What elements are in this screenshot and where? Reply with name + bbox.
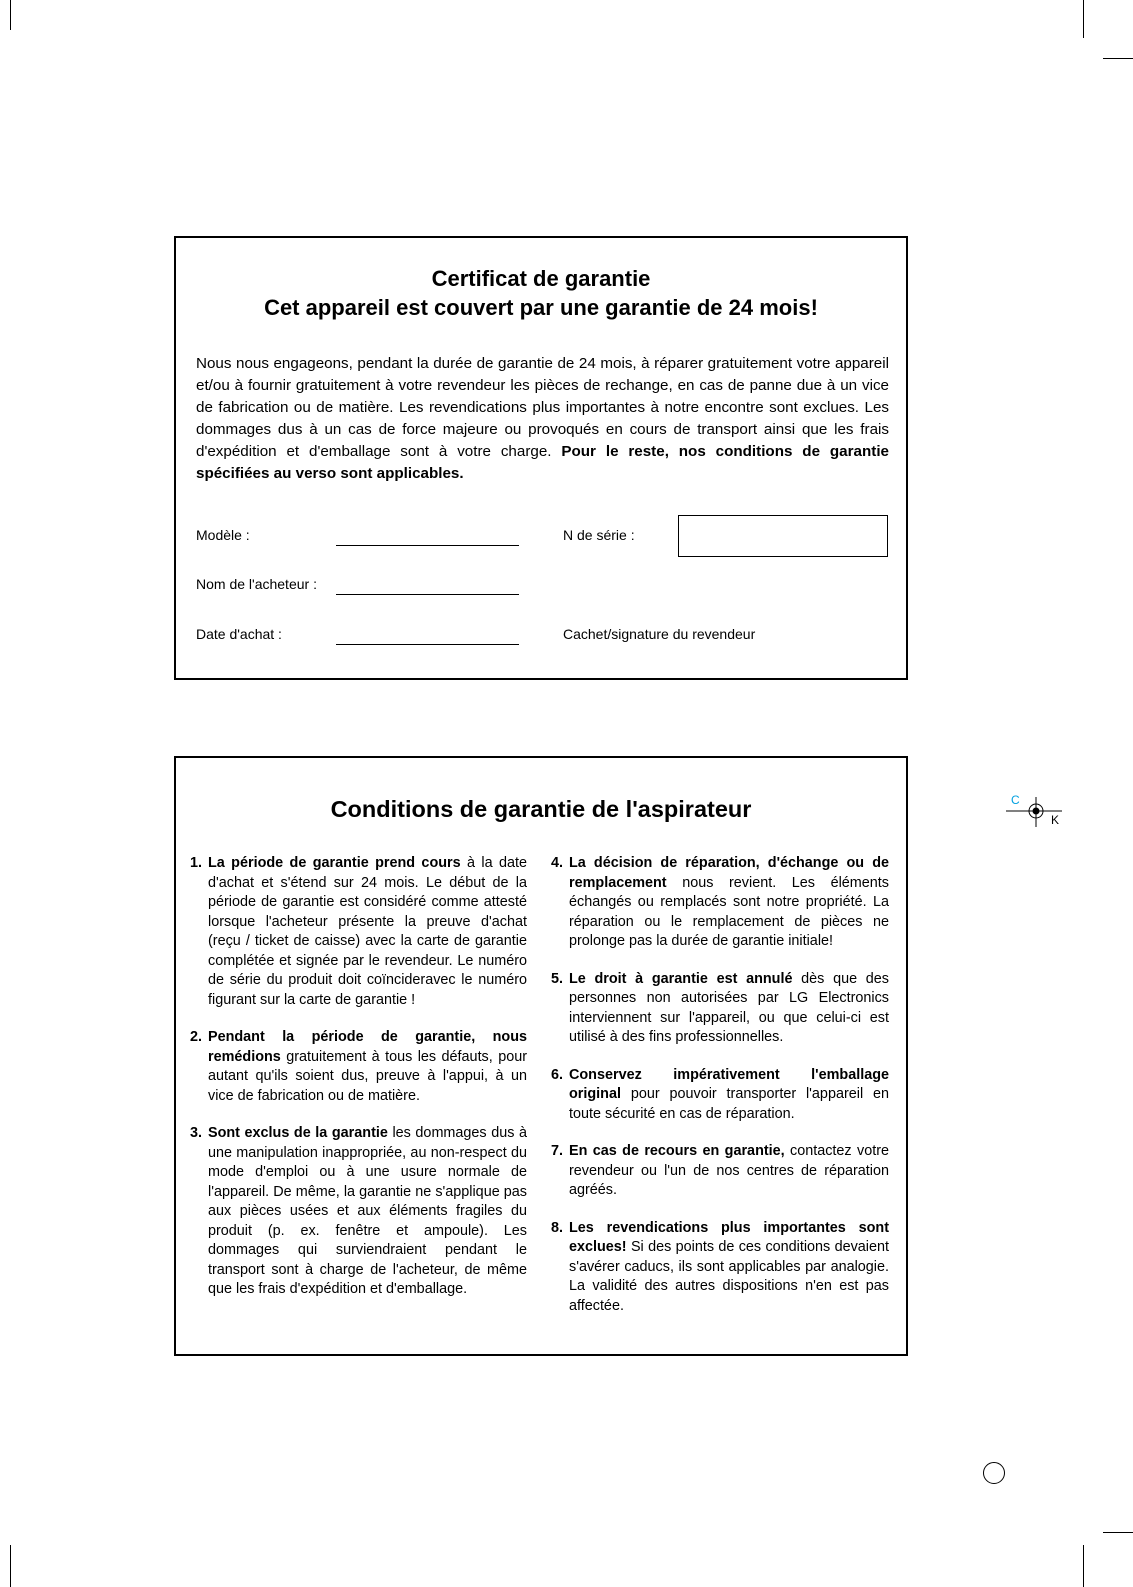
serial-number-field[interactable] [678, 515, 888, 557]
condition-text: contactez votre revendeur ou l'un de nos centres de réparation agréés. [569, 1143, 889, 1198]
conditions-title: Conditions de garantie de l'aspirateur [330, 796, 752, 822]
buyer-name-field[interactable] [336, 594, 519, 595]
certificate-body [196, 353, 889, 485]
crop-mark [1103, 1532, 1133, 1533]
condition-lead: Le droit à garantie est annulé [569, 970, 793, 987]
purchase-date-field[interactable] [336, 644, 519, 645]
condition-lead: Les revendications plus importantes sont exclues! [569, 1219, 889, 1255]
condition-number: 3. [190, 1125, 203, 1141]
condition-lead: La période de garantie prend cours [208, 855, 461, 871]
registration-k-label: K [1051, 813, 1060, 827]
certificate-title: Certificat de garantie [431, 266, 651, 291]
condition-item [551, 970, 889, 1048]
condition-text: gratuitement à tous les défauts, pour autant qu'ils soient dus, preuve à l'appui, à un vice de fabrication ou de matière. [208, 1048, 527, 1104]
condition-text: nous revient. Les éléments échangés ou remplacés sont notre propriété. La réparation ou le remplacement de pièces ne prolonge pas la durée de garantie initiale! [569, 874, 889, 949]
certificate-body-bold: Pour le reste, nos conditions de garantie spécifiées au verso sont applicables. [196, 443, 889, 482]
condition-text: les dommages dus à une manipulation inappropriée, au non-respect du mode d'emploi ou à une usure normale de l'appareil. De même, la garantie ne s'applique pas aux pièces usées et aux éléments fragiles du produit (p. ex. fenêtre et ampoule). Les dommages qui surviendraient pendant le transport sont à charge de l'acheteur, de même que les frais d'expédition et d'emballage. [208, 1125, 527, 1297]
condition-lead: Pendant la période de garantie, nous remédions [208, 1029, 527, 1065]
condition-item [551, 854, 889, 952]
crop-mark [10, 0, 11, 30]
conditions-column-right [551, 854, 889, 1334]
condition-lead: Sont exclus de la garantie [208, 1125, 388, 1141]
condition-item [551, 1066, 889, 1125]
model-label: Modèle : [196, 527, 250, 543]
crop-mark [1083, 0, 1084, 38]
condition-number: 6. [551, 1066, 564, 1083]
condition-item [190, 854, 527, 1010]
condition-number: 8. [551, 1219, 564, 1236]
conditions-column-left [190, 854, 527, 1318]
condition-text: à la date d'achat et s'étend sur 24 mois. Le début de la période de garantie est considéré comme attesté lorsque l'acheteur présente la preuve d'achat (reçu / ticket de caisse) avec la carte de garantie complétée et signée par le revendeur. Le numéro de série du produit doit coïncideravec le numéro figurant sur la carte de garantie ! [208, 855, 527, 1008]
condition-item [190, 1028, 527, 1106]
condition-lead: La décision de réparation, d'échange ou de remplacement [569, 855, 889, 891]
condition-text: dès que des personnes non autorisées par LG Electronics interviennent sur l'appareil, ou que celui-ci est utilisé à des fins professionnelles. [569, 970, 889, 1045]
condition-number: 1. [190, 855, 203, 871]
certificate-subtitle: Cet appareil est couvert par une garantie de 24 mois! [264, 295, 818, 320]
serial-label: N de série : [563, 527, 635, 543]
condition-lead: En cas de recours en garantie, [569, 1143, 785, 1159]
condition-number: 7. [551, 1143, 564, 1159]
warranty-certificate [174, 236, 908, 680]
registration-c-label: C [1011, 793, 1020, 807]
crop-mark [1103, 58, 1133, 59]
page-marker-circle [983, 1462, 1005, 1484]
condition-text: Si des points de ces conditions devaient s'avérer caducs, ils sont applicables par analogie. La validité des autres dispositions n'en est pas affectée. [569, 1239, 889, 1314]
crop-mark [1083, 1545, 1084, 1587]
warranty-conditions [174, 756, 908, 1356]
certificate-body-text: Nous nous engageons, pendant la durée de garantie de 24 mois, à réparer gratuitement votre appareil et/ou à fournir gratuitement à votre revendeur les pièces de rechange, en cas de panne due à un vice de fabrication ou de matière. Les revendications plus importantes à notre encontre sont exclues. Les dommages dus à un cas de force majeure ou provoqués en cours de transport ainsi que les frais d'expédition et d'emballage sont à votre charge. [196, 355, 889, 460]
crop-mark [10, 1545, 11, 1587]
model-field[interactable] [336, 545, 519, 546]
condition-lead: Conservez impérativement l'emballage original [569, 1066, 889, 1102]
dealer-stamp-label: Cachet/signature du revendeur [563, 626, 756, 642]
purchase-date-label: Date d'achat : [196, 626, 282, 642]
buyer-name-label: Nom de l'acheteur : [196, 576, 317, 592]
condition-item [551, 1142, 889, 1201]
condition-item [551, 1219, 889, 1317]
condition-number: 4. [551, 855, 564, 871]
condition-number: 2. [190, 1029, 203, 1045]
condition-item [190, 1124, 527, 1300]
condition-text: pour pouvoir transporter l'appareil en toute sécurité en cas de réparation. [569, 1086, 889, 1122]
condition-number: 5. [551, 970, 564, 987]
